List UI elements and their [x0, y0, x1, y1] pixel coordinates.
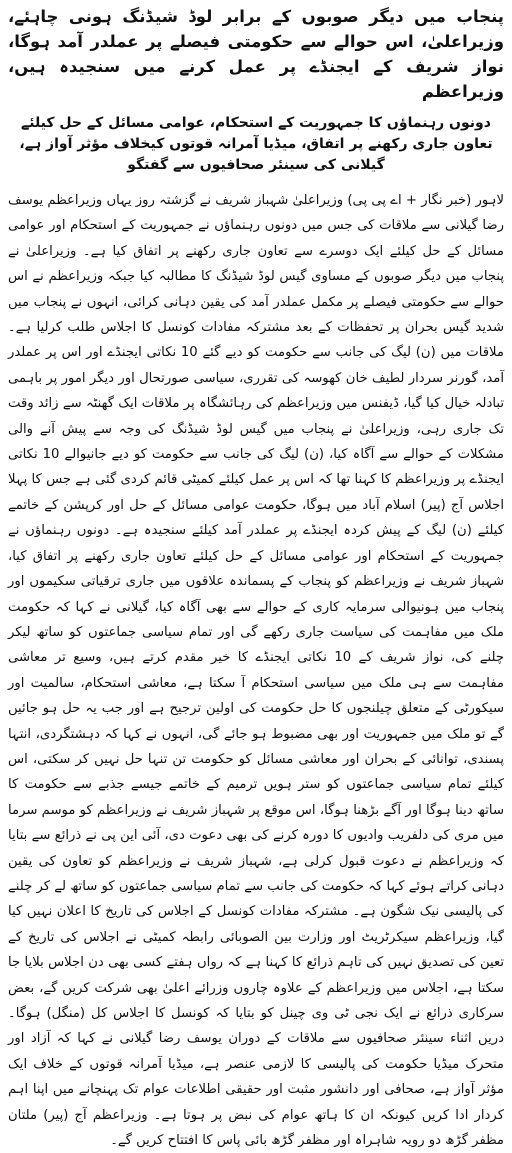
article-body: لاہور (خبر نگار + اے پی پی) وزیراعلیٰ شہباز شریف نے گزشتہ روز یہاں وزیراعظم یوسف رضا گیلانی سے ملاقات کی جس میں دونوں رہنماؤں نے جمہوریت کے استحکام اور عوامی مسائل کے حل کیلئے ایک دوسرے سے تعاون جاری رکھنے پر اتفاق کیا ہے۔ وزیراعلیٰ نے پنجاب میں دیگر صوبوں کے مساوی گیس لوڈ شیڈنگ کا مطالبہ کیا جبکہ وزیراعظم نے اس حوالے سے حکومتی فیصلے پر مکمل عملدر آمد کی یقین دہانی کرائی، انہوں نے پنجاب میں شدید گیس بحران پر تحفظات کے بعد مشترکہ مفادات کونسل کا اجلاس طلب کرلیا ہے۔ ملاقات میں (ن) لیگ کی جانب سے حکومت کو دیے گئے 10 نکاتی ایجنڈے اور اس پر عملدر آمد، گورنر سردار لطیف خان کھوسہ کی تقرری، سیاسی صورتحال اور دیگر امور پر باہمی تبادلہ خیال کیا گیا، ڈیفنس میں وزیراعظم کی رہائشگاہ پر ملاقات ایک گھنٹہ سے زائد وقت تک جاری رہی، وزیراعلیٰ نے پنجاب میں گیس لوڈ شیڈنگ کی وجہ سے پیش آنے والی مشکلات کے حوالے سے آگاہ کیا، (ن) لیگ کی جانب سے حکومت کو دیے جانیوالے 10 نکاتی ایجنڈے پر وزیراعظم کا کہنا تھا کہ اس پر عمل کیلئے کمیٹی قائم کردی گئی ہے جس کا پہلا اجلاس آج (پیر) اسلام آباد میں ہوگا، حکومت عوامی مسائل کے حل اور کرپشن کے خاتمے کیلئے (ن) لیگ کے پیش کردہ ایجنڈے پر عملدر آمد کیلئے سنجیدہ ہے۔ دونوں رہنماؤں نے جمہوریت کے استحکام اور عوامی مسائل کے حل کیلئے تعاون جاری رکھنے پر اتفاق کیا، شہباز شریف نے وزیراعظم کو پنجاب کے پسماندہ علاقوں میں جاری ترقیاتی سکیموں اور پنجاب میں ہونیوالی سرمایہ کاری کے حوالے سے بھی آگاہ کیا، گیلانی نے کہا کہ حکومت ملک میں مفاہمت کی سیاست جاری رکھے گی اور تمام سیاسی جماعتوں کو ساتھ لیکر چلنے کی، نواز شریف کے 10 نکاتی ایجنڈے کا خیر مقدم کرتے ہیں، وسیع تر معاشی مفاہمت سے ہی ملک میں سیاسی استحکام آ سکتا ہے، معاشی استحکام، سالمیت اور سیکورٹی کے متعلق چیلنجوں کا حل حکومت کی اولین ترجیح ہے اور جب یہ حل ہو جائیں گے تو ملک میں جمہوریت اور بھی مضبوط ہو جائے گی، انہوں نے کہا کہ دہشتگردی، انتہا پسندی، توانائی کے بحران اور معاشی مسائل کو حکومت تن تنہا حل نہیں کر سکتی، اس کیلئے تمام سیاسی جماعتوں کو ستر ہویں ترمیم کے خاتمے جیسے جذبے سے حکومت کا ساتھ دینا ہوگا اور آگے بڑھنا ہوگا، اس موقع پر شہباز شریف نے وزیراعظم کو موسم سرما میں مری کی دلفریب وادیوں کا دورہ کرنے کی بھی دعوت دی، آئی این پی نے ذرائع سے بتایا کہ وزیراعظم نے دعوت قبول کرلی ہے، شہباز شریف نے وزیراعظم کو تعاون کی یقین دہانی کراتے ہوئے کہا کہ حکومت کی جانب سے تمام سیاسی جماعتوں کو ساتھ لے کر چلنے کی پالیسی نیک شگون ہے۔ مشترکہ مفادات کونسل کے اجلاس کی تاریخ کا اعلان نہیں کیا گیا، وزیراعظم سیکرٹریٹ اور وزارت بین الصوبائی رابطہ کمیٹی نے اجلاس کی تاریخ کے تعین کی تصدیق نہیں کی تاہم ذرائع کا کہنا ہے کہ رواں ہفتے کسی بھی دن اجلاس بلایا جا سکتا ہے، اجلاس میں وزیراعظم کے علاوہ چاروں وزرائے اعلیٰ بھی شرکت کریں گے، بعض سرکاری ذرائع نے ایک نجی ٹی وی چینل کو بتایا کہ کونسل کا اجلاس کل (منگل) ہوگا۔ دریں اثناء سینئر صحافیوں سے ملاقات کے دوران یوسف رضا گیلانی نے کہا کہ آزاد اور متحرک میڈیا حکومت کی پالیسی کا لازمی عنصر ہے، میڈیا آمرانہ قوتوں کے خلاف ایک مؤثر آواز ہے، صحافی اور دانشور مثبت اور حقیقی اطلاعات عوام تک پہنچانے میں اپنا اہم کردار ادا کریں کیونکہ ان کا ہاتھ عوام کی نبض پر ہوتا ہے۔ وزیراعظم آج (پیر) ملتان مظفر گڑھ دو رویہ شاہراہ اور مظفر گڑھ بائی پاس کا افتتاح کریں گے۔ [8, 193, 504, 1149]
article-subheadline: دونوں رہنماؤں کا جمہوریت کے استحکام، عوامی مسائل کے حل کیلئے تعاون جاری رکھنے پر اتفاق، میڈیا آمرانہ قوتوں کیخلاف مؤثر آواز ہے، گیلانی کی سینئر صحافیوں سے گفتگو [19, 115, 493, 173]
article-headline: پنجاب میں دیگر صوبوں کے برابر لوڈ شیڈنگ ہونی چاہئے، وزیراعلیٰ، اس حوالے سے حکومتی فیصلے پر عملدر آمد ہوگا، نواز شریف کے ایجنڈے پر عمل کرنے میں سنجیدہ ہیں، وزیراعظم [8, 7, 504, 101]
